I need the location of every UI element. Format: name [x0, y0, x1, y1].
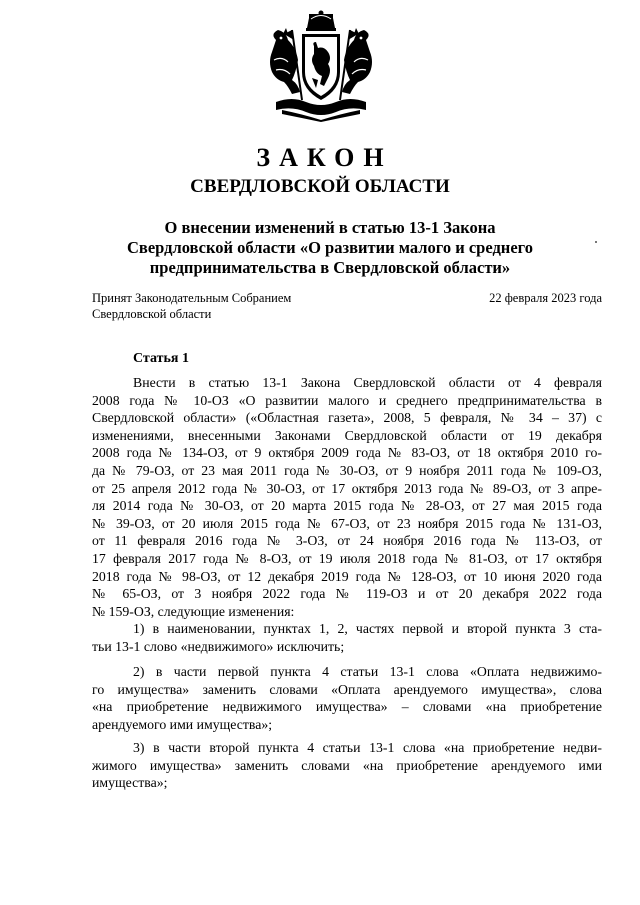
adoption-date: 22 февраля 2023 года — [489, 291, 602, 305]
scan-dot — [595, 241, 597, 243]
adoption-line: Свердловской области — [92, 307, 212, 321]
text-line: го имущества» заменить словами «Оплата арендуемого имущества», слова — [92, 681, 602, 697]
text-line: тьи 13-1 слово «недвижимого» исключить; — [92, 638, 345, 654]
text-line: от 25 апреля 2012 года № 30-ОЗ, от 17 октября 2013 года № 89-ОЗ, от 3 апре- — [92, 480, 602, 496]
text-line: № 65-ОЗ, от 3 ноября 2022 года № 119-ОЗ и от 20 декабря 2022 года — [92, 586, 602, 602]
adoption-line: Принят Законодательным Собранием — [92, 291, 292, 305]
law-title-line: О внесении изменений в статью 13-1 Закона — [164, 218, 496, 237]
law-title-line: предпринимательства в Свердловской области» — [149, 258, 511, 277]
shield-icon — [302, 34, 340, 100]
text-line: 2018 года № 98-ОЗ, от 12 декабря 2019 года № 128-ОЗ, от 10 июня 2020 года — [92, 568, 602, 584]
text-line: арендуемого ими имущества»; — [92, 716, 273, 732]
amendment-item-1 — [92, 620, 602, 655]
amendment-item-2 — [92, 663, 602, 733]
text-line: Свердловской области» («Областная газета», 2008, 5 февраля, № 34 – 37) с — [92, 410, 602, 426]
text-line: № 159-ОЗ, следующие изменения: — [92, 603, 295, 619]
coat-of-arms-emblem — [262, 10, 380, 122]
text-line: 2) в части первой пункта 4 статьи 13-1 слова «Оплата недвижимо- — [133, 664, 602, 679]
text-line: изменениями, внесенными Законами Свердловской области от 19 декабря — [92, 427, 602, 443]
text-line: 17 февраля 2017 года № 8-ОЗ, от 19 июля 2018 года № 81-ОЗ, от 17 октября — [92, 550, 602, 566]
text-line: жимого имущества» заменить словами «на приобретение арендуемого ими — [92, 757, 602, 773]
text-line: ля 2014 года № 30-ОЗ, от 20 марта 2015 года № 28-ОЗ, от 27 мая 2015 года — [92, 498, 602, 514]
law-title-line: Свердловской области «О развитии малого и среднего — [127, 238, 533, 257]
law-title — [120, 218, 540, 278]
text-line: 2008 года № 10-ОЗ «О развитии малого и среднего предпринимательства в — [92, 392, 602, 408]
law-region: СВЕРДЛОВСКОЙ ОБЛАСТИ — [190, 176, 450, 197]
article-intro-paragraph — [92, 374, 602, 620]
text-line: имущества»; — [92, 775, 168, 791]
crown-icon — [306, 11, 336, 32]
text-line: Внести в статью 13-1 Закона Свердловской области от 4 февраля — [133, 375, 602, 390]
text-line: от 11 февраля 2016 года № 3-ОЗ, от 24 ноября 2016 года № 113-ОЗ, от — [92, 533, 602, 549]
amendment-item-3 — [92, 739, 602, 792]
text-line: да № 79-ОЗ, от 23 мая 2011 года № 30-ОЗ, от 9 ноября 2011 года № 109-ОЗ, — [92, 462, 602, 478]
text-line: № 39-ОЗ, от 20 июля 2015 года № 67-ОЗ, от 23 ноября 2015 года № 131-ОЗ, — [92, 515, 602, 531]
adoption-note — [92, 290, 352, 322]
text-line: 2008 года № 134-ОЗ, от 9 октября 2009 года № 83-ОЗ, от 18 октября 2010 го- — [92, 445, 602, 461]
text-line: «на приобретение недвижимого имущества» – словами «на приобретение — [92, 699, 602, 715]
law-heading: ЗАКОН — [256, 143, 393, 172]
text-line: 3) в части второй пункта 4 статьи 13-1 слова «на приобретение недви- — [133, 740, 602, 755]
article-heading: Статья 1 — [133, 351, 189, 366]
text-line: 1) в наименовании, пунктах 1, 2, частях первой и второй пункта 3 ста- — [133, 621, 602, 636]
coat-of-arms-icon — [262, 10, 380, 122]
